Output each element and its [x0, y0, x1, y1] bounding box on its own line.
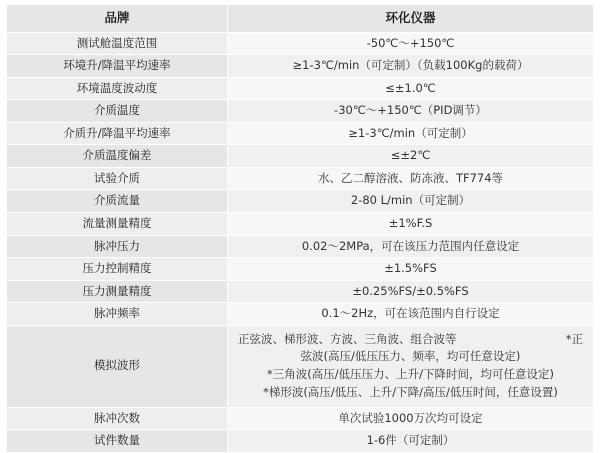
- table-cell-label: 压力控制精度: [7, 258, 228, 281]
- waveform-line-1-tail: *正: [565, 331, 583, 346]
- table-row: [7, 303, 594, 326]
- table-cell-value: 水、乙二醇溶液、防冻液、TF774等: [228, 167, 594, 190]
- table-row: [7, 280, 594, 303]
- table-cell-label: 压力测量精度: [7, 280, 228, 303]
- waveform-line-1: [238, 331, 583, 349]
- table-cell-value: ≥1-3℃/min（可定制）（负载100Kg的载荷）: [228, 55, 594, 78]
- table-row: [7, 167, 594, 190]
- table-cell-value: 单次试验1000万次均可设定: [228, 407, 594, 430]
- table-row-waveform: [7, 325, 594, 407]
- table-cell-value: 环化仪器: [228, 5, 594, 33]
- table-cell-label: 环境升/降温平均速率: [7, 55, 228, 78]
- waveform-line-1-text: 正弦波、梯形波、方波、三角波、组合波等: [238, 331, 457, 346]
- table-cell-label: 脉冲次数: [7, 407, 228, 430]
- table-cell-value: ±1.5%FS: [228, 258, 594, 281]
- table-cell-label: 流量测量精度: [7, 213, 228, 236]
- table-row: [7, 145, 594, 168]
- table-row: [7, 407, 594, 430]
- table-cell-label: 试验介质: [7, 167, 228, 190]
- table-cell-value: 0.02～2MPa，可在该压力范围内任意设定: [228, 235, 594, 258]
- table-cell-label: 测试舱温度范围: [7, 32, 228, 55]
- table-cell-value: ≤±1.0℃: [228, 77, 594, 100]
- table-row: [7, 190, 594, 213]
- table-row: [7, 77, 594, 100]
- table-cell-value: ≥1-3℃/min（可定制）: [228, 122, 594, 145]
- table-row-title: [7, 5, 594, 33]
- table-cell-label: 品牌: [7, 5, 228, 33]
- table-cell-label: 试件数量: [7, 430, 228, 453]
- table-row: [7, 430, 594, 453]
- table-cell-value: ±0.25%FS/±0.5%FS: [228, 280, 594, 303]
- table-cell-value: 2-80 L/min（可定制）: [228, 190, 594, 213]
- table-row: [7, 100, 594, 123]
- specification-table: [6, 4, 594, 453]
- table-row: [7, 122, 594, 145]
- table-cell-value: 1-6件（可定制）: [228, 430, 594, 453]
- table-row: [7, 235, 594, 258]
- table-row: [7, 213, 594, 236]
- table-cell-value: -50℃～+150℃: [228, 32, 594, 55]
- waveform-line-2: 弦波(高压/低压压力、频率，均可任意设定): [300, 349, 521, 364]
- waveform-line-3: *三角波(高压/低压压力、上升/下降时间，均可任意设定): [267, 367, 554, 382]
- table-cell-value: 0.1～2Hz，可在该范围内自行设定: [228, 303, 594, 326]
- table-cell-label: 环境温度波动度: [7, 77, 228, 100]
- table-cell-label: 介质升/降温平均速率: [7, 122, 228, 145]
- table-cell-value-waveform: [228, 325, 594, 407]
- table-cell-label: 模拟波形: [7, 325, 228, 407]
- table-cell-value: ±1%F.S: [228, 213, 594, 236]
- table-row: [7, 32, 594, 55]
- table-cell-label: 介质温度偏差: [7, 145, 228, 168]
- table-cell-label: 脉冲压力: [7, 235, 228, 258]
- table-cell-label: 介质流量: [7, 190, 228, 213]
- table-cell-value: ≤±2℃: [228, 145, 594, 168]
- table-body: [7, 5, 594, 453]
- table-cell-label: 介质温度: [7, 100, 228, 123]
- table-cell-value: -30℃～+150℃（PID调节）: [228, 100, 594, 123]
- table-cell-label: 脉冲频率: [7, 303, 228, 326]
- table-row: [7, 55, 594, 78]
- waveform-line-4: *梯形波(高压/低压、上升/下降/高压/低压时间，任意设置): [263, 385, 558, 400]
- table-row: [7, 258, 594, 281]
